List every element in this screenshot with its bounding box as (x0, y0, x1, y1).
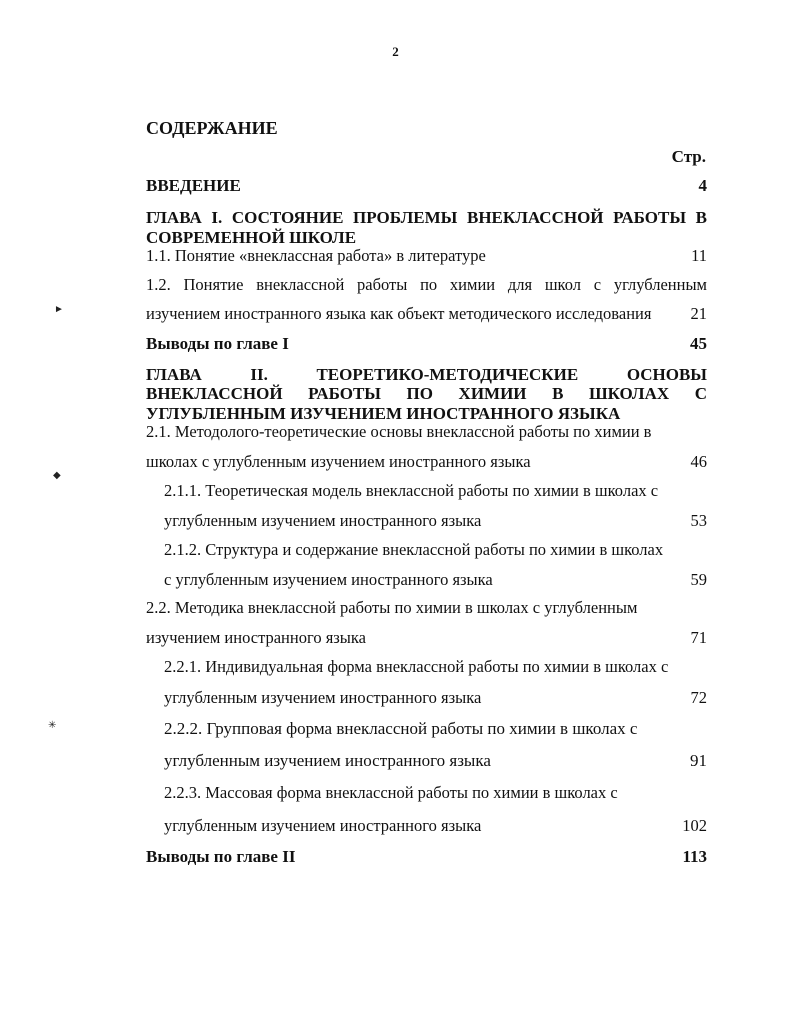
chapter2-heading-line3: УГЛУБЛЕННЫМ ИЗУЧЕНИЕМ ИНОСТРАННОГО ЯЗЫКА (146, 404, 621, 423)
toc-entry-2-2-1-line1: 2.2.1. Индивидуальная форма внеклассной работы по химии в школах с (164, 657, 669, 676)
toc-entry-page: 53 (690, 511, 707, 530)
toc-entry-2-2-3 (164, 815, 707, 837)
toc-entry-page: 113 (682, 847, 707, 866)
toc-entry-label: Выводы по главе I (146, 334, 289, 353)
toc-entry-1-1 (146, 245, 707, 267)
toc-entry-label: углубленным изучением иностранного языка (164, 511, 482, 530)
toc-entry-page: 21 (690, 304, 707, 323)
toc-entry-conclusions-2 (146, 846, 707, 868)
toc-entry-label: изучением иностранного языка как объект методического исследования (146, 304, 652, 323)
toc-entry-page: 71 (690, 628, 707, 647)
chapter2-heading-line2: ВНЕКЛАССНОЙ РАБОТЫ ПО ХИМИИ В ШКОЛАХ С (146, 384, 707, 403)
page-number: 2 (392, 44, 399, 59)
toc-entry-2-2-2-line1: 2.2.2. Групповая форма внеклассной работы по химии в школах с (164, 719, 638, 738)
toc-entry-1-2 (146, 303, 707, 325)
toc-entry-2-1-2 (164, 569, 707, 591)
toc-entry-label: с углубленным изучением иностранного языка (164, 570, 493, 589)
toc-entry-2-2-2 (164, 750, 707, 772)
scan-speck-icon: ► (54, 304, 64, 315)
toc-entry-page: 45 (690, 334, 707, 353)
toc-entry-1-2-line1: 1.2. Понятие внеклассной работы по химии для школ с углубленным (146, 275, 707, 294)
toc-entry-label: углубленным изучением иностранного языка (164, 751, 491, 770)
toc-entry-2-2-1 (164, 687, 707, 709)
toc-entry-page: 46 (690, 452, 707, 471)
toc-entry-label: изучением иностранного языка (146, 628, 366, 647)
toc-entry-page: 11 (691, 246, 707, 265)
chapter1-heading-line2: СОВРЕМЕННОЙ ШКОЛЕ (146, 228, 357, 247)
toc-entry-page: 102 (682, 816, 707, 835)
toc-entry-intro (146, 175, 707, 197)
page-title: СОДЕРЖАНИЕ (146, 118, 278, 138)
toc-entry-page: 91 (690, 751, 707, 770)
toc-entry-label: Выводы по главе II (146, 847, 296, 866)
toc-entry-2-1 (146, 451, 707, 473)
toc-entry-label: углубленным изучением иностранного языка (164, 688, 482, 707)
toc-entry-label: школах с углубленным изучением иностранного языка (146, 452, 531, 471)
toc-entry-conclusions-1 (146, 333, 707, 355)
toc-entry-2-1-1-line1: 2.1.1. Теоретическая модель внеклассной работы по химии в школах с (164, 481, 659, 500)
toc-entry-2-2-line1: 2.2. Методика внеклассной работы по химии в школах с углубленным (146, 598, 638, 617)
pages-column-header: Стр. (671, 147, 706, 166)
toc-entry-page: 4 (698, 176, 707, 195)
toc-entry-2-2 (146, 627, 707, 649)
scan-speck-icon: ◆ (53, 470, 61, 481)
toc-entry-2-1-1 (164, 510, 707, 532)
toc-entry-label: ВВЕДЕНИЕ (146, 176, 241, 195)
toc-entry-page: 72 (690, 688, 707, 707)
toc-entry-2-2-3-line1: 2.2.3. Массовая форма внеклассной работы по химии в школах с (164, 783, 618, 802)
toc-entry-2-1-2-line1: 2.1.2. Структура и содержание внеклассной работы по химии в школах (164, 540, 664, 559)
toc-entry-label: углубленным изучением иностранного языка (164, 816, 482, 835)
chapter1-heading-line1: ГЛАВА I. СОСТОЯНИЕ ПРОБЛЕМЫ ВНЕКЛАССНОЙ РАБОТЫ В (146, 208, 707, 227)
toc-entry-label: 1.1. Понятие «внеклассная работа» в литературе (146, 246, 486, 265)
toc-entry-2-1-line1: 2.1. Методолого-теоретические основы внеклассной работы по химии в (146, 422, 652, 441)
toc-entry-page: 59 (690, 570, 707, 589)
chapter2-heading-line1: ГЛАВА II. ТЕОРЕТИКО-МЕТОДИЧЕСКИЕ ОСНОВЫ (146, 365, 707, 384)
scan-speck-icon: ✳ (48, 720, 57, 731)
